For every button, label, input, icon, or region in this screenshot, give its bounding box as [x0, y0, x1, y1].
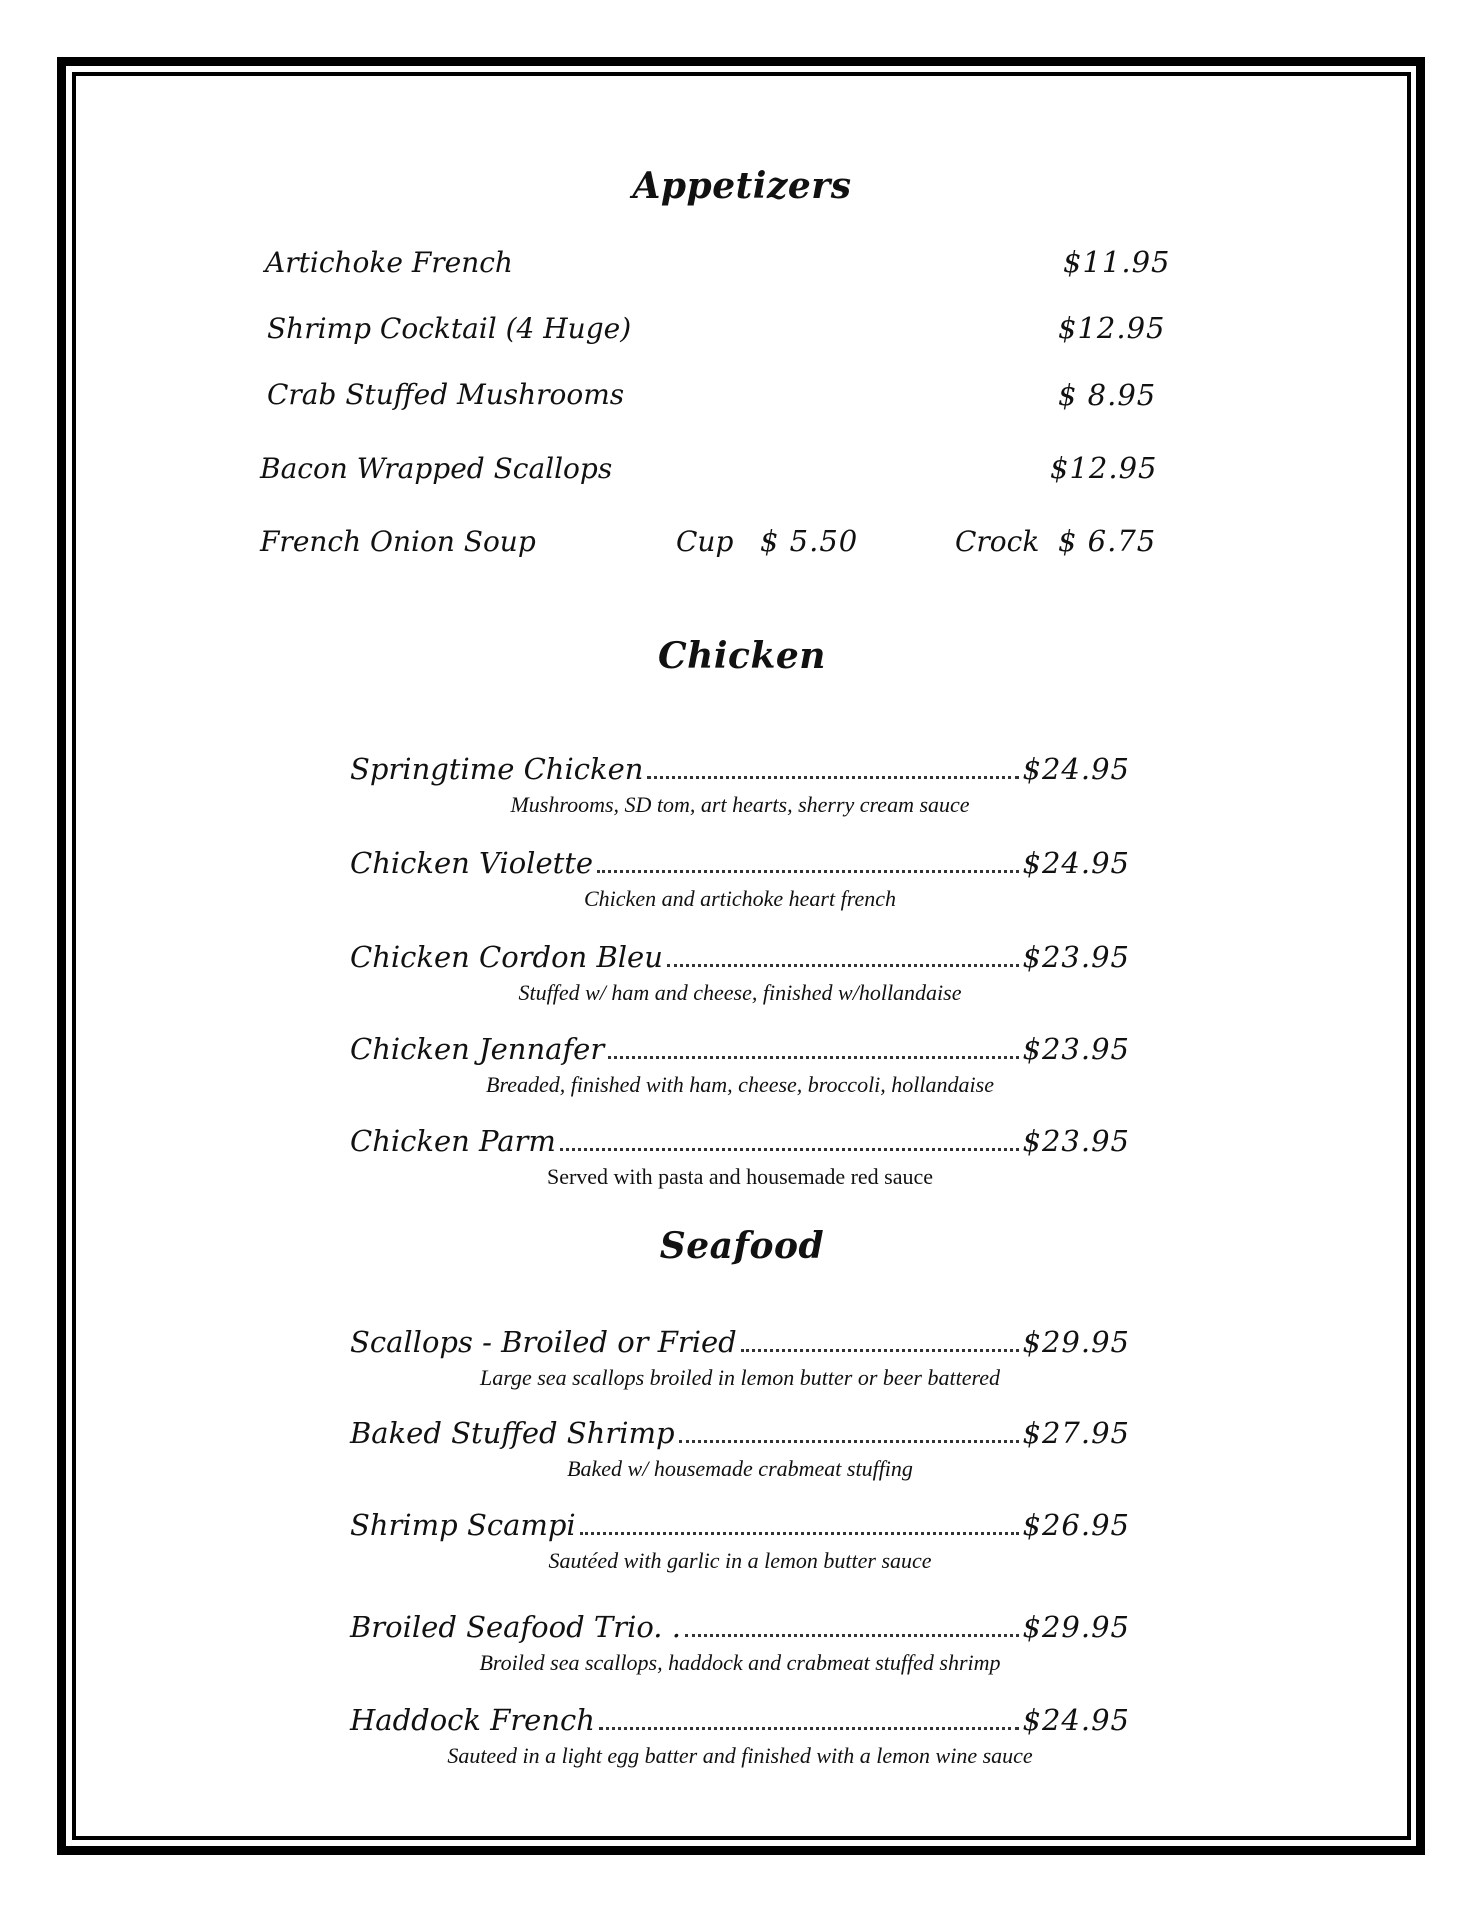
item-price: $23.95	[1022, 940, 1130, 974]
menu-item-haddock-french	[350, 1703, 1130, 1769]
item-name: Springtime Chicken	[350, 752, 644, 786]
appetizer-name-crab-stuffed-mushrooms: Crab Stuffed Mushrooms	[267, 378, 625, 411]
menu-item-chicken-jennafer	[350, 1032, 1130, 1098]
item-name: Shrimp Scampi	[350, 1508, 576, 1542]
appetizer-name-shrimp-cocktail: Shrimp Cocktail (4 Huge)	[267, 312, 632, 345]
appetizers-heading: Appetizers	[632, 165, 852, 207]
dot-leader	[667, 964, 1019, 967]
item-price: $24.95	[1022, 1703, 1130, 1737]
seafood-heading: Seafood	[659, 1225, 825, 1267]
appetizer-price-artichoke-french: $11.95	[1063, 245, 1171, 279]
item-name: Haddock French	[350, 1703, 595, 1737]
item-description: Mushrooms, SD tom, art hearts, sherry cream sauce	[510, 792, 970, 817]
item-description: Sauteed in a light egg batter and finished with a lemon wine sauce	[447, 1743, 1033, 1768]
item-description: Served with pasta and housemade red sauce	[546, 1164, 934, 1189]
menu-item-chicken-cordon-bleu	[350, 940, 1130, 1006]
menu-item-springtime-chicken	[350, 752, 1130, 818]
dot-leader	[608, 1056, 1018, 1059]
item-price: $26.95	[1022, 1508, 1130, 1542]
item-name: Chicken Parm	[350, 1124, 556, 1158]
menu-item-shrimp-scampi	[350, 1508, 1130, 1574]
dot-leader	[597, 870, 1018, 873]
item-description: Stuffed w/ ham and cheese, finished w/hollandaise	[518, 980, 962, 1005]
item-name: Baked Stuffed Shrimp	[350, 1416, 675, 1450]
item-price: $24.95	[1022, 752, 1130, 786]
item-description: Chicken and artichoke heart french	[584, 886, 896, 911]
menu-item-baked-stuffed-shrimp	[350, 1416, 1130, 1482]
item-price: $27.95	[1022, 1416, 1130, 1450]
menu-item-broiled-seafood-trio	[350, 1610, 1130, 1676]
appetizer-price-shrimp-cocktail: $12.95	[1058, 311, 1166, 345]
item-description: Large sea scallops broiled in lemon butter or beer battered	[480, 1365, 1000, 1390]
menu-item-chicken-parm	[350, 1124, 1130, 1190]
dot-leader	[560, 1148, 1019, 1151]
dot-leader	[647, 776, 1018, 779]
dot-leader	[679, 1440, 1019, 1443]
appetizer-name-bacon-wrapped-scallops: Bacon Wrapped Scallops	[260, 452, 613, 485]
soup-crock-label: Crock	[955, 525, 1040, 558]
item-description: Sautéed with garlic in a lemon butter sauce	[548, 1548, 932, 1573]
item-description: Breaded, finished with ham, cheese, broccoli, hollandaise	[486, 1072, 994, 1097]
item-description: Broiled sea scallops, haddock and crabmeat stuffed shrimp	[479, 1650, 1001, 1675]
item-price: $23.95	[1022, 1124, 1130, 1158]
dot-leader	[685, 1634, 1019, 1637]
appetizer-name-french-onion-soup: French Onion Soup	[260, 525, 536, 558]
menu-item-chicken-violette	[350, 846, 1130, 912]
item-name: Chicken Violette	[350, 846, 594, 880]
menu-item-scallops	[350, 1325, 1130, 1391]
soup-cup-label: Cup	[676, 525, 734, 558]
appetizer-price-bacon-wrapped-scallops: $12.95	[1050, 451, 1158, 485]
item-name: Chicken Cordon Bleu	[350, 940, 663, 974]
soup-cup-price: $ 5.50	[760, 524, 859, 558]
item-price: $29.95	[1022, 1325, 1130, 1359]
item-price: $24.95	[1022, 846, 1130, 880]
item-name: Scallops - Broiled or Fried	[350, 1325, 737, 1359]
dot-leader	[580, 1532, 1019, 1535]
item-price: $23.95	[1022, 1032, 1130, 1066]
dot-leader	[741, 1349, 1019, 1352]
item-name: Chicken Jennafer	[350, 1032, 605, 1066]
item-description: Baked w/ housemade crabmeat stuffing	[567, 1456, 913, 1481]
appetizer-name-artichoke-french: Artichoke French	[265, 246, 513, 279]
dot-leader	[599, 1727, 1019, 1730]
soup-crock-price: $ 6.75	[1058, 524, 1157, 558]
item-name: Broiled Seafood Trio. .	[350, 1610, 681, 1644]
appetizer-price-crab-stuffed-mushrooms: $ 8.95	[1058, 378, 1157, 412]
item-price: $29.95	[1022, 1610, 1130, 1644]
chicken-heading: Chicken	[658, 635, 826, 677]
